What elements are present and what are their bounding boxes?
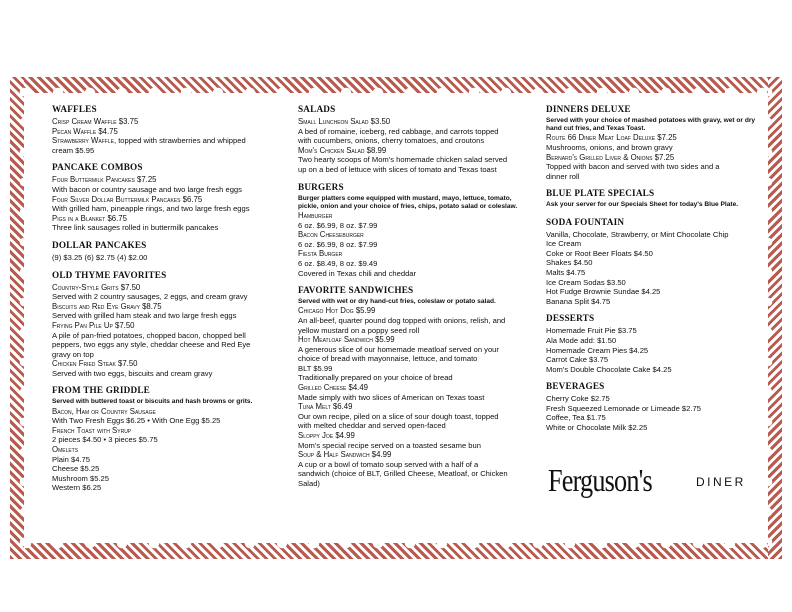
menu-item-description: With grilled ham, pineapple rings, and two large fresh eggs [52,204,250,214]
logo-name: Ferguson's [548,462,652,498]
menu-item-name: Grilled Cheese $4.49 [298,383,368,393]
menu-item-description: Covered in Texas chili and cheddar [298,268,417,278]
menu-item-description: Plain $4.75 [52,454,90,464]
menu-item-name: Crisp Cream Waffle $3.75 [52,117,139,126]
menu-item-name: Omelets [52,445,79,455]
menu-item-description: 2 pieces $4.50 • 3 pieces $5.75 [52,435,158,445]
menu-item-name: Country-Style Grits $7.50 [52,282,141,292]
section-note: Burger platters come equipped with mustard, mayo, lettuce, tomato, [298,194,512,202]
menu-item-description: With Two Fresh Eggs $6.25 • With One Egg $5.25 [52,416,221,426]
menu-item-description: Ice Cream [546,239,582,249]
menu-item-description: yellow mustard on a poppy seed roll [298,325,420,335]
menu-item-description: Made simply with two slices of American on Texas toast [298,392,485,402]
menu-item-description: Coke or Root Beer Floats $4.50 [546,248,653,258]
menu-item-description: sandwich (choice of BLT, Grilled Cheese, Meatloaf, or Chicken [298,469,508,479]
menu-item-description: Hot Fudge Brownie Sundae $4.25 [546,287,661,297]
menu-item-description: Our own recipe, piled on a slice of sour dough toast, topped [298,411,499,421]
menu-item-description: A cup or a bowl of tomato soup served with a half of a [298,459,479,469]
menu-item-description: gravy on top [52,349,94,359]
menu-item-description: Mushrooms, onions, and brown gravy [546,143,673,152]
section-note: Ask your server for our Specials Sheet for today's Blue Plate. [546,201,739,209]
menu-item-description: Traditionally prepared on your choice of bread [298,373,453,383]
menu-item-description: cream $5.95 [52,145,95,155]
menu-item-name: Four Silver Dollar Buttermilk Pancakes $6.75 [52,194,203,204]
menu-column-left [52,104,284,500]
menu-section [52,385,284,493]
menu-item-description: Ala Mode add: $1.50 [546,335,617,345]
menu-item-name: Soup & Half Sandwich $4.99 [298,450,392,460]
menu-item [52,136,284,146]
section-note: hand cut fries, and Texas Toast. [546,125,646,133]
menu-item-name: Route 66 Diner Meat Loaf Deluxe $7.25 [546,133,677,143]
menu-item-name: Mom's Chicken Salad $8.99 [298,145,387,155]
menu-item-description: up on a bed of lettuce with slices of tomato and Texas toast [298,164,497,174]
menu-item-description: (9) $3.25 (6) $2.75 (4) $2.00 [52,252,148,262]
section-heading: BEVERAGES [546,381,605,392]
menu-item-description: White or Chocolate Milk $2.25 [546,423,648,433]
decorative-border-left [10,77,24,559]
menu-item-name: Pigs in a Blanket $6.75 [52,213,127,223]
section-heading: SODA FOUNTAIN [546,216,625,227]
menu-section [298,285,530,488]
menu-item-description: Two hearty scoops of Mom's homemade chicken salad served [298,155,508,165]
menu-item-description: dinner roll [546,171,580,181]
menu-item-description: Carrot Cake $3.75 [546,355,609,365]
menu-item-description: Homemade Cream Pies $4.25 [546,345,649,355]
menu-item-description: Salad) [298,479,320,489]
menu-item-name: Bacon, Ham or Country Sausage [52,406,156,416]
menu-item-description: Fresh Squeezed Lemonade or Limeade $2.75 [546,403,701,413]
menu-item-description: Mushroom $5.25 [52,473,109,483]
menu-item-name: Hamburger [298,210,333,220]
section-heading: DESSERTS [546,313,595,324]
section-heading: FAVORITE SANDWICHES [298,285,414,296]
menu-item-description: A bed of romaine, iceberg, red cabbage, and carrots topped [298,126,499,136]
decorative-border-top [10,77,782,93]
menu-section [546,188,768,209]
menu-section [298,182,530,279]
menu-item-description: Served with two eggs, biscuits and cream gravy [52,368,213,378]
menu-item-name: Bernard's Grilled Liver & Onions $7.25 [546,152,675,162]
menu-item-name: Tuna Melt $6.49 [298,402,353,412]
section-heading: DOLLAR PANCAKES [52,239,147,250]
menu-item-description: Cherry Coke $2.75 [546,394,610,404]
restaurant-logo [548,462,748,502]
decorative-border-bottom [10,543,782,559]
menu-item-description: Three link sausages rolled in buttermilk pancakes [52,223,219,233]
menu-item-description: choice of bread with mayonnaise, lettuce, and tomato [298,354,478,364]
section-heading: WAFFLES [52,104,97,114]
menu-item-name: Bacon Cheeseburger [298,230,364,240]
menu-item-description: Shakes $4.50 [546,258,593,268]
menu-item-description: 6 oz. $6.99, 8 oz. $7.99 [298,239,378,249]
menu-item-name: Fiesta Burger [298,249,343,259]
menu-item-description: Mom's special recipe served on a toasted sesame bun [298,440,481,450]
menu-item-description: Ice Cream Sodas $3.50 [546,277,626,287]
menu-item-name: Pecan Waffle $4.75 [52,126,118,136]
menu-section [546,104,768,181]
menu-item-description: With bacon or country sausage and two large fresh eggs [52,184,242,194]
menu-section [52,162,284,233]
menu-item-name: Chicago Hot Dog $5.99 [298,306,376,316]
menu-item-description: A pile of pan-fried potatoes, chopped bacon, chopped bell [52,330,246,340]
menu-item-name: Chicken Fried Steak $7.50 [52,359,138,369]
menu-item-description: BLT $5.99 [298,363,333,373]
menu-item-description: An all-beef, quarter pound dog topped with onions, relish, and [298,315,506,325]
section-heading: SALADS [298,104,336,114]
menu-column-right [546,104,768,440]
menu-item-description: A generous slice of our homemade meatloaf served on your [298,344,499,354]
menu-item-description: Coffee, Tea $1.75 [546,413,606,423]
menu-item-description: Served with 2 country sausages, 2 eggs, and cream gravy [52,292,248,302]
decorative-border-right [768,77,782,559]
menu-item-name: Four Buttermilk Pancakes $7.25 [52,175,157,185]
section-note: Served with wet or dry hand-cut fries, coleslaw or potato salad. [298,298,496,306]
menu-section [298,104,530,175]
menu-section [52,270,284,379]
menu-section [546,217,768,307]
menu-item-description: Cheese $5.25 [52,464,100,474]
menu-item-description: Mom's Double Chocolate Cake $4.25 [546,364,672,374]
section-heading: OLD THYME FAVORITES [52,269,167,280]
section-heading: PANCAKE COMBOS [52,162,143,173]
menu-item-name: Biscuits and Red Eye Gravy $8.75 [52,301,162,311]
menu-item-name: Hot Meatloaf Sandwich $5.99 [298,335,395,345]
section-heading: BLUE PLATE SPECIALS [546,188,655,199]
section-note: Served with your choice of mashed potatoes with gravy, wet or dry [546,117,756,124]
menu-item-description: , topped with strawberries and whipped [113,136,246,146]
menu-section [546,381,768,432]
logo-subtitle: DINER [696,475,746,489]
menu-item-name: French Toast with Syrup [52,425,132,435]
section-heading: BURGERS [298,181,344,192]
menu-column-middle [298,104,530,496]
menu-item-description: Topped with bacon and served with two sides and a [546,162,720,172]
menu-section [546,313,768,374]
menu-item-description: Malts $4.75 [546,267,586,277]
menu-item-name: Strawberry Waffle [52,136,114,146]
menu-item-description: 6 oz. $8.49, 8 oz. $9.49 [298,258,378,268]
menu-section [52,240,284,263]
menu-item-name: Small Luncheon Salad $3.50 [298,117,391,126]
menu-item-description: 6 oz. $6.99, 8 oz. $7.99 [298,220,378,230]
menu-item-description: peppers, two eggs any style, cheddar cheese and Red Eye [52,340,251,350]
menu-item-description: Western $6.25 [52,483,102,493]
menu-section [52,104,284,155]
menu-item-description: Served with grilled ham steak and two large fresh eggs [52,311,237,321]
menu-item-description: with cucumbers, onions, cherry tomatoes, and croutons [298,136,485,146]
section-note: Served with buttered toast or biscuits and hash browns or grits. [52,398,253,406]
menu-item-description: Vanilla, Chocolate, Strawberry, or Mint Chocolate Chip [546,229,729,239]
section-heading: FROM THE GRIDDLE [52,385,150,396]
menu-item-name: Frying Pan Pile Up $7.50 [52,320,135,330]
menu-item-name: Sloppy Joe $4.99 [298,431,355,441]
menu-item-description: Homemade Fruit Pie $3.75 [546,326,637,336]
menu-item-description: with melted cheddar and served open-faced [298,421,446,431]
section-note: pickle, onion and your choice of fries, chips, potato salad or coleslaw. [298,202,518,210]
section-heading: DINNERS DELUXE [546,104,631,114]
menu-item-description: Banana Split $4.75 [546,296,611,306]
